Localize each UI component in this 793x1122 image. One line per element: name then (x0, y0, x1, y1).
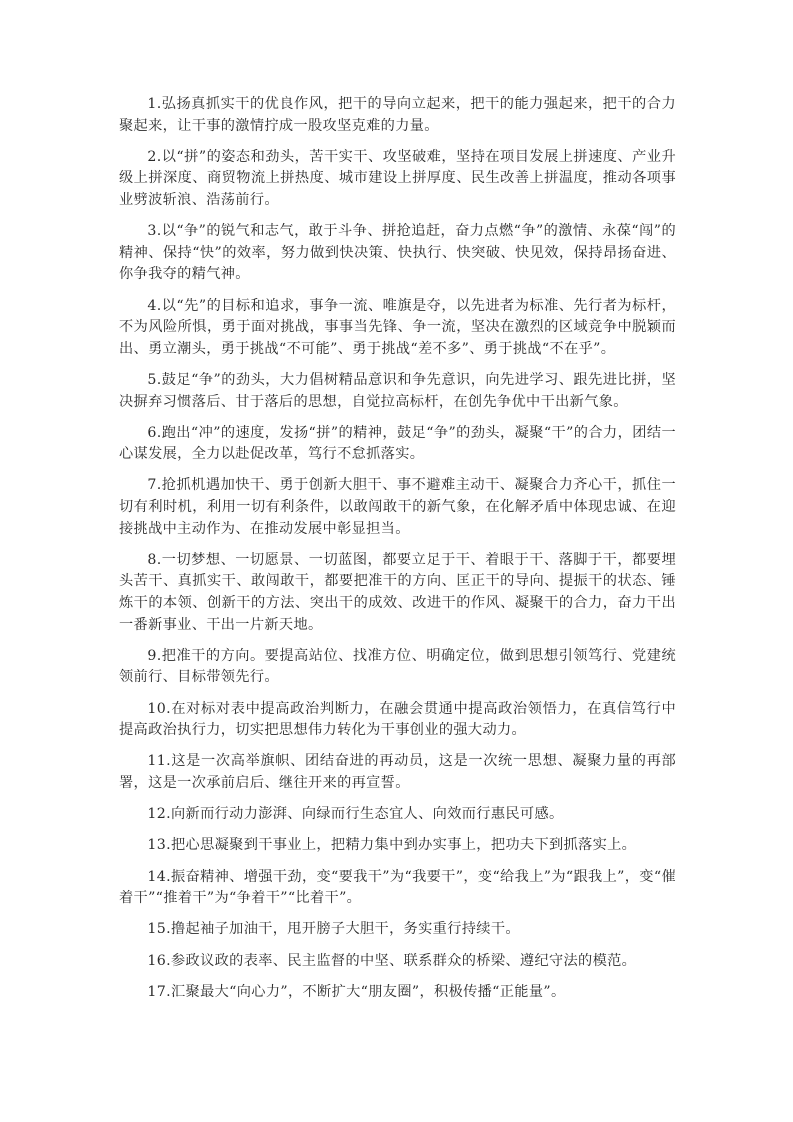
paragraph-14: 14.振奋精神、增强干劲，变“要我干”为“我要干”，变“给我上”为“跟我上”，变“催着干”“推着干”为“争着干”“比着干”。 (119, 868, 676, 907)
paragraph-15: 15.撸起袖子加油干，甩开膀子大胆干，务实重行持续干。 (147, 921, 520, 938)
paragraph-12: 12.向新而行动力澎湃、向绿而行生态宜人、向效而行惠民可感。 (147, 806, 564, 823)
paragraph-6: 6.跑出“冲”的速度，发扬“拼”的精神，鼓足“争”的劲头，凝聚“干”的合力，团结一心谋发展，全力以赴促改革，笃行不怠抓落实。 (119, 424, 676, 463)
document-page (119, 94, 676, 1013)
paragraph-16: 16.参政议政的表率、民主监督的中坚、联系群众的桥梁、遵纪守法的模范。 (147, 952, 637, 969)
paragraph-13: 13.把心思凝聚到干事业上，把精力集中到办实事上，把功夫下到抓落实上。 (147, 837, 637, 854)
paragraph-4: 4.以“先”的目标和追求，事争一流、唯旗是夺，以先进者为标准、先行者为标杆，不为风险所惧，勇于面对挑战，事事当先锋、争一流，坚决在激烈的区域竞争中脱颖而出、勇立潮头，勇于挑战“不可能”、勇于挑战“差不多”、勇于挑战“不在乎”。 (119, 297, 676, 357)
paragraph-9: 9.把准干的方向。要提高站位、找准方位、明确定位，做到思想引领笃行、党建统领前行、目标带领先行。 (119, 647, 676, 686)
paragraph-5: 5.鼓足“争”的劲头，大力倡树精品意识和争先意识，向先进学习、跟先进比拼，坚决摒弃习惯落后、甘于落后的思想，自觉拉高标杆，在创先争优中干出新气象。 (119, 371, 676, 410)
paragraph-3: 3.以“争”的锐气和志气，敢于斗争、拼抢追赶，奋力点燃“争”的激情、永葆“闯”的精神、保持“快”的效率，努力做到快决策、快执行、快突破、快见效，保持昂扬奋进、你争我夺的精气神。 (119, 223, 676, 283)
paragraph-11: 11.这是一次高举旗帜、团结奋进的再动员，这是一次统一思想、凝聚力量的再部署，这是一次承前启后、继往开来的再宣誓。 (119, 753, 676, 791)
paragraph-8: 8.一切梦想、一切愿景、一切蓝图，都要立足于干、着眼于干、落脚于干，都要埋头苦干、真抓实干、敢闯敢干，都要把准干的方向、匡正干的导向、提振干的状态、锤炼干的本领、创新干的方法、突出干的成效、改进干的作风、凝聚干的合力，奋力干出一番新事业、干出一片新天地。 (119, 551, 676, 633)
paragraph-2: 2.以“拼”的姿态和劲头，苦干实干、攻坚破难，坚持在项目发展上拼速度、产业升级上拼深度、商贸物流上拼热度、城市建设上拼厚度、民生改善上拼温度，推动各项事业劈波斩浪、浩荡前行。 (119, 148, 676, 208)
paragraph-17: 17.汇聚最大“向心力”，不断扩大“朋友圈”，积极传播“正能量”。 (147, 983, 566, 1000)
paragraph-7: 7.抢抓机遇加快干、勇于创新大胆干、事不避难主动干、凝聚合力齐心干，抓住一切有利时机，利用一切有利条件，以敢闯敢干的新气象，在化解矛盾中体现忠诚、在迎接挑战中主动作为、在推动发展中彰显担当。 (119, 477, 676, 537)
paragraph-10: 10.在对标对表中提高政治判断力，在融会贯通中提高政治领悟力，在真信笃行中提高政治执行力，切实把思想伟力转化为干事创业的强大动力。 (119, 700, 676, 739)
paragraph-1: 1.弘扬真抓实干的优良作风，把干的导向立起来，把干的能力强起来，把干的合力聚起来，让干事的激情拧成一股攻坚克难的力量。 (119, 96, 676, 134)
